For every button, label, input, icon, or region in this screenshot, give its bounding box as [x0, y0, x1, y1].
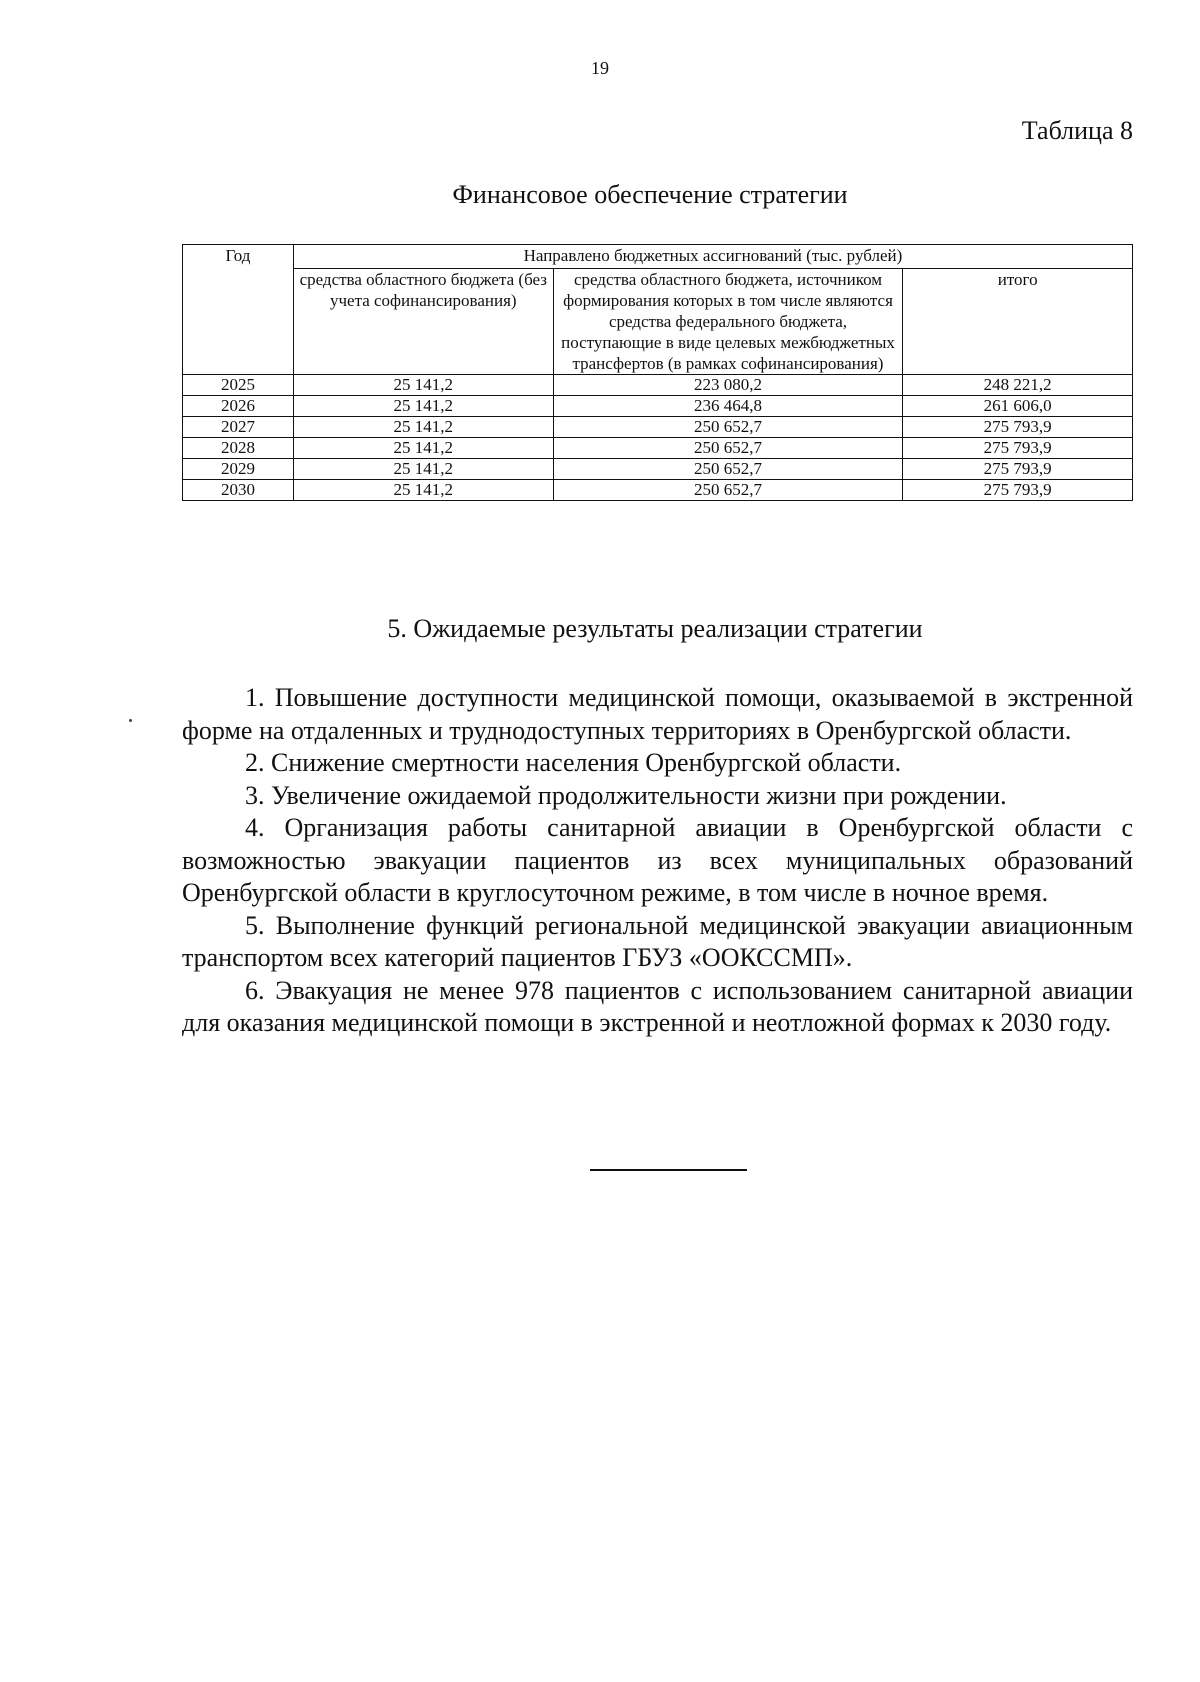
results-list: [182, 682, 1133, 1040]
cell-regional: 25 141,2: [293, 480, 553, 501]
cell-regional: 25 141,2: [293, 396, 553, 417]
result-item: 6. Эвакуация не менее 978 пациентов с использованием санитарной авиации для оказания медицинской помощи в экстренной и неотложной формах к 2030 году.: [182, 975, 1133, 1037]
header-budget-allocations: Направлено бюджетных ассигнований (тыс. рублей): [293, 245, 1132, 269]
cell-year: 2025: [183, 375, 294, 396]
cell-regional: 25 141,2: [293, 438, 553, 459]
cell-regional: 25 141,2: [293, 417, 553, 438]
table-row: [183, 375, 1133, 396]
cell-federal: 250 652,7: [553, 417, 903, 438]
result-item: 1. Повышение доступности медицинской помощи, оказываемой в экстренной форме на отдаленных и труднодоступных территориях в Оренбургской области.: [182, 683, 1133, 745]
cell-total: 275 793,9: [903, 438, 1133, 459]
cell-total: 275 793,9: [903, 417, 1133, 438]
cell-total: 261 606,0: [903, 396, 1133, 417]
cell-year: 2030: [183, 480, 294, 501]
scan-speck: [129, 719, 132, 722]
cell-year: 2026: [183, 396, 294, 417]
header-federal-cofinancing: средства областного бюджета, источником формирования которых в том числе являются средства федерального бюджета, поступающие в виде целевых межбюджетных трансфертов (в рамках софинансирования): [553, 269, 903, 375]
cell-federal: 250 652,7: [553, 480, 903, 501]
cell-total: 275 793,9: [903, 480, 1133, 501]
header-regional-budget: средства областного бюджета (без учета софинансирования): [293, 269, 553, 375]
cell-year: 2027: [183, 417, 294, 438]
result-item: 3. Увеличение ожидаемой продолжительности жизни при рождении.: [245, 780, 1007, 810]
cell-regional: 25 141,2: [293, 459, 553, 480]
financing-table: [182, 244, 1133, 501]
table-title: Финансовое обеспечение стратегии: [452, 180, 848, 209]
header-year: Год: [183, 245, 294, 375]
cell-regional: 25 141,2: [293, 375, 553, 396]
cell-year: 2028: [183, 438, 294, 459]
table-label: Таблица 8: [1021, 116, 1133, 145]
table-row: [183, 438, 1133, 459]
header-total: итого: [903, 269, 1133, 375]
result-item: 5. Выполнение функций региональной медицинской эвакуации авиационным транспортом всех категорий пациентов ГБУЗ «ООКССМП».: [182, 910, 1133, 972]
result-item: 2. Снижение смертности населения Оренбургской области.: [245, 748, 902, 777]
table-row: [183, 459, 1133, 480]
cell-total: 248 221,2: [903, 375, 1133, 396]
end-rule: [590, 1169, 747, 1171]
cell-federal: 236 464,8: [553, 396, 903, 417]
table-row: [183, 396, 1133, 417]
section-heading: 5. Ожидаемые результаты реализации стратегии: [387, 614, 923, 643]
result-item: 4. Организация работы санитарной авиации в Оренбургской области с возможностью эвакуации пациентов из всех муниципальных образований Оренбургской области в круглосуточном режиме, в том числе в ночное время.: [182, 813, 1133, 907]
cell-federal: 223 080,2: [553, 375, 903, 396]
table-row: [183, 417, 1133, 438]
cell-federal: 250 652,7: [553, 459, 903, 480]
cell-total: 275 793,9: [903, 459, 1133, 480]
page-number: 19: [591, 58, 609, 78]
cell-year: 2029: [183, 459, 294, 480]
table-row: [183, 480, 1133, 501]
cell-federal: 250 652,7: [553, 438, 903, 459]
